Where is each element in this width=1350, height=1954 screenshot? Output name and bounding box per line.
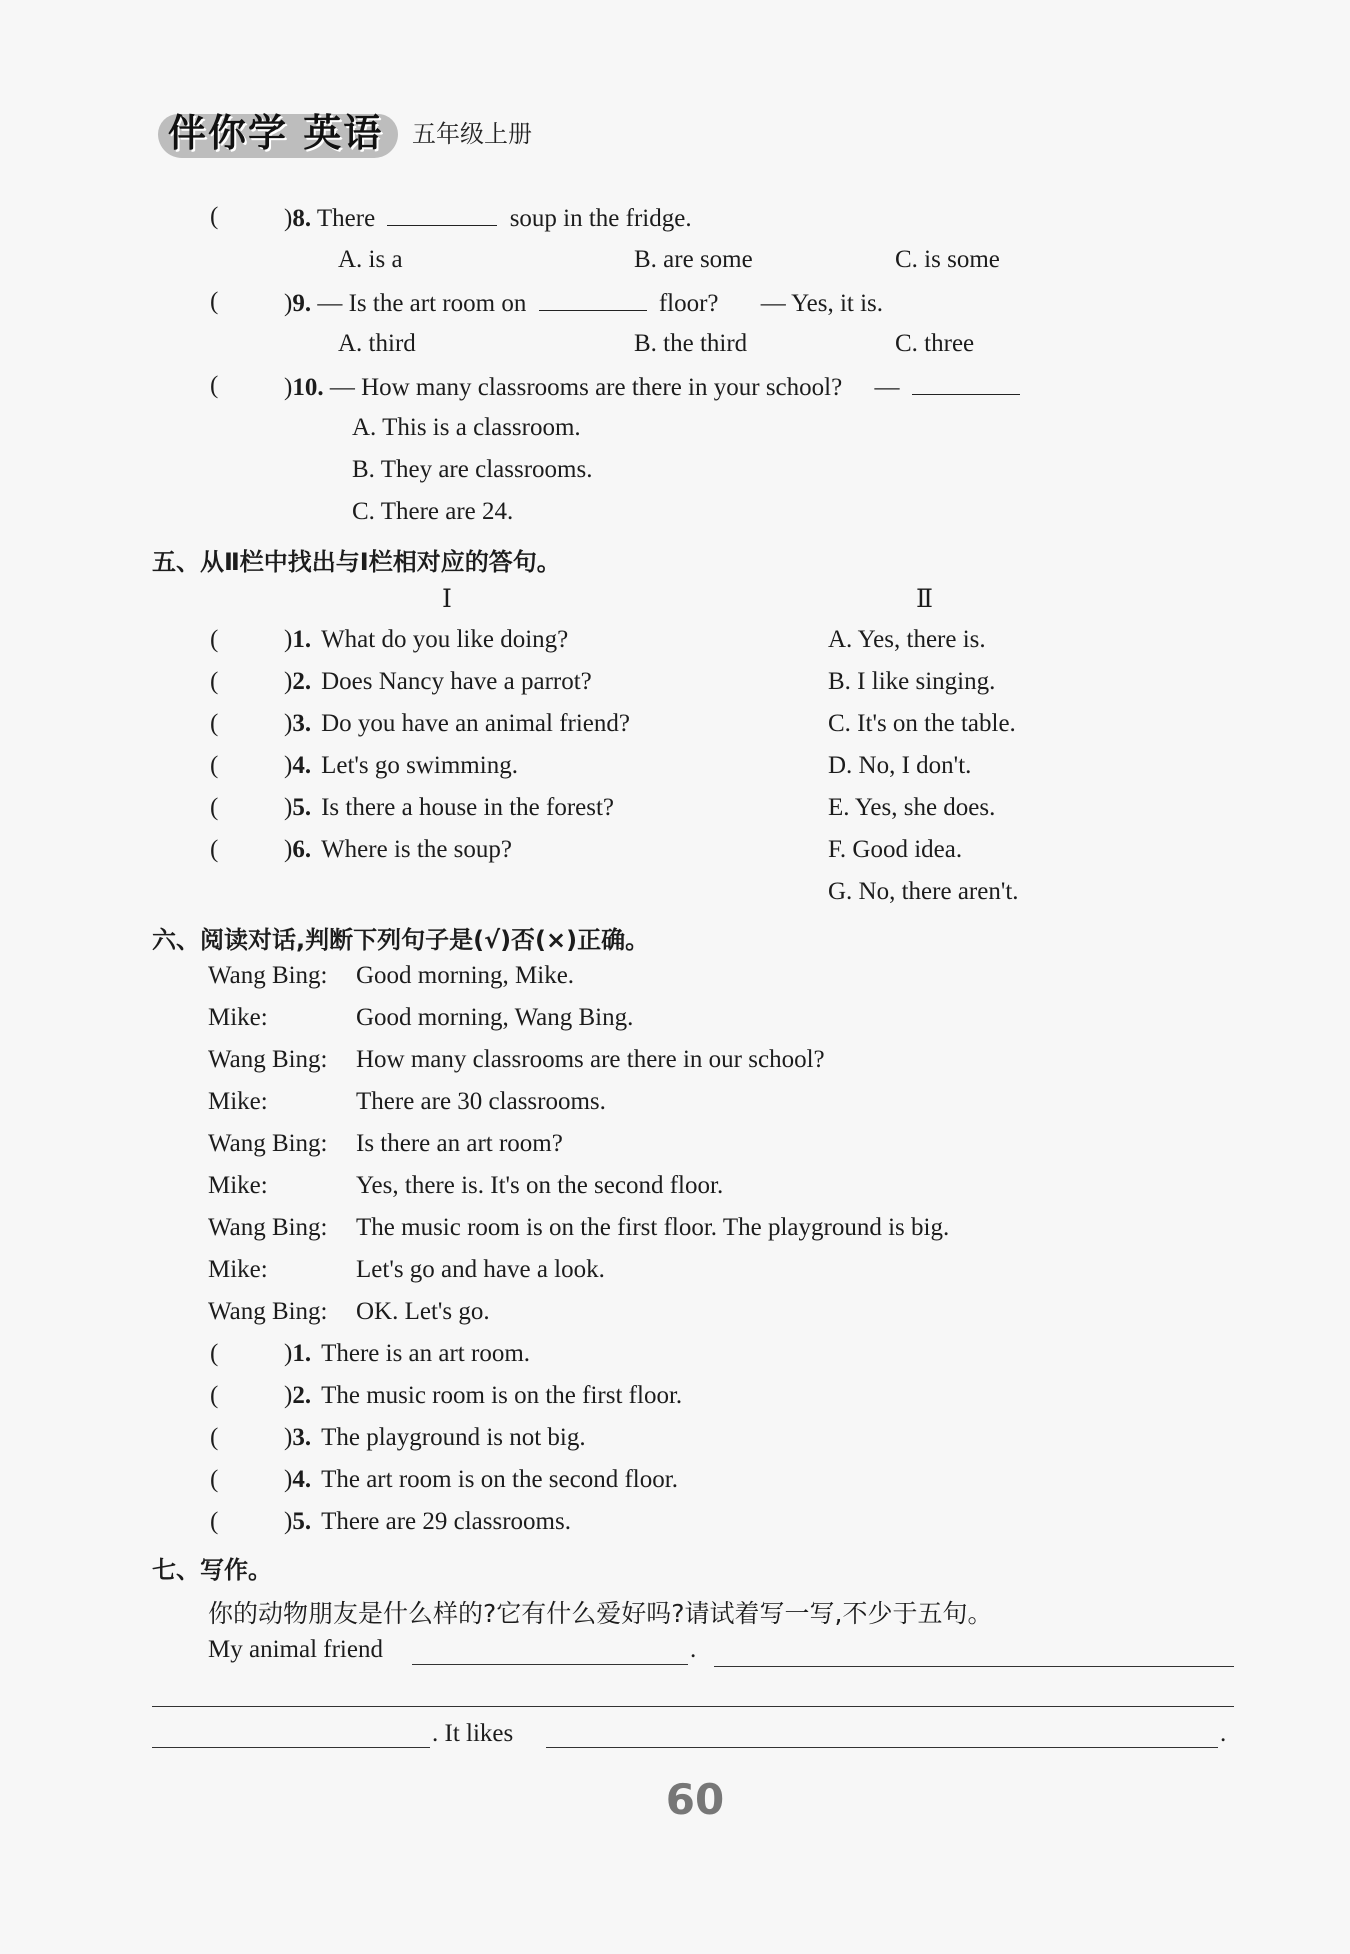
option-c: C. is some <box>895 246 1000 273</box>
answer-paren-close: ) <box>284 752 293 779</box>
item-text: The music room is on the first floor. <box>321 1382 683 1409</box>
question-number: 3. <box>292 710 312 737</box>
question-text: — How many classrooms are there in your school? <box>329 374 843 401</box>
answer-paren-close: ) <box>284 1340 293 1367</box>
answer-paren-open: ( <box>210 794 219 821</box>
writing-start: My animal friend <box>208 1636 383 1663</box>
item-text: There is an art room. <box>321 1340 531 1367</box>
question-text: Do you have an animal friend? <box>321 710 630 737</box>
dialogue-text: How many classrooms are there in our school? <box>356 1046 825 1073</box>
option-a: A. third <box>338 330 416 357</box>
match-question <box>284 752 518 780</box>
answer-paren-open: ( <box>210 372 219 399</box>
writing-end-period: . <box>1220 1720 1227 1747</box>
match-answer: F. Good idea. <box>828 836 963 863</box>
question-text: soup in the fridge. <box>509 205 692 232</box>
question-text: Where is the soup? <box>321 836 512 863</box>
judgement-item <box>284 1340 530 1368</box>
answer-paren-open: ( <box>210 1508 219 1535</box>
speaker-name: Wang Bing: <box>208 1046 328 1073</box>
book-logo: 伴你学 英语 <box>168 111 384 155</box>
column-ii-header: Ⅱ <box>916 586 933 613</box>
item-number: 1. <box>292 1340 312 1367</box>
dialogue-text: Let's go and have a look. <box>356 1256 605 1283</box>
dialogue-text: Good morning, Mike. <box>356 962 575 989</box>
answer-paren-open: ( <box>210 1466 219 1493</box>
item-number: 4. <box>292 1466 312 1493</box>
dialogue-line <box>208 1004 633 1032</box>
answer-blank[interactable] <box>387 203 497 226</box>
judgement-item <box>284 1382 682 1410</box>
match-answer: C. It's on the table. <box>828 710 1016 737</box>
question-text: Is there a house in the forest? <box>321 794 615 821</box>
answer-paren-open: ( <box>210 836 219 863</box>
answer-paren-close: ) <box>284 374 293 401</box>
question-text: floor? <box>658 290 719 317</box>
answer-paren-close: ) <box>284 626 293 653</box>
dialogue-line <box>208 962 574 990</box>
speaker-name: Mike: <box>208 1256 268 1283</box>
reply-dash: — <box>874 374 900 401</box>
judgement-item <box>284 1508 571 1536</box>
option-a: A. This is a classroom. <box>352 414 581 441</box>
answer-paren-open: ( <box>210 1424 219 1451</box>
answer-paren-close: ) <box>284 290 293 317</box>
writing-line[interactable] <box>152 1747 430 1748</box>
item-text: There are 29 classrooms. <box>321 1508 571 1535</box>
question-number: 10. <box>292 374 324 401</box>
dialogue-line <box>208 1088 606 1116</box>
answer-paren-open: ( <box>210 1382 219 1409</box>
section-5-title: 五、从Ⅱ栏中找出与Ⅰ栏相对应的答句。 <box>152 548 561 576</box>
answer-blank[interactable] <box>912 372 1020 395</box>
speaker-name: Wang Bing: <box>208 962 328 989</box>
option-b: B. They are classrooms. <box>352 456 593 483</box>
question-8 <box>284 203 692 233</box>
option-c: C. three <box>895 330 975 357</box>
dialogue-line <box>208 1172 723 1200</box>
dialogue-text: OK. Let's go. <box>356 1298 490 1325</box>
dialogue-text: Yes, there is. It's on the second floor. <box>356 1172 724 1199</box>
match-question <box>284 626 568 654</box>
answer-paren-open: ( <box>210 668 219 695</box>
dialogue-text: There are 30 classrooms. <box>356 1088 606 1115</box>
question-text: Let's go swimming. <box>321 752 518 779</box>
match-question <box>284 668 592 696</box>
writing-it-likes: . It likes <box>432 1720 514 1747</box>
answer-paren-open: ( <box>210 710 219 737</box>
option-b: B. are some <box>634 246 753 273</box>
writing-period: . <box>690 1636 697 1663</box>
speaker-name: Mike: <box>208 1088 268 1115</box>
page-header <box>150 100 650 170</box>
answer-paren-open: ( <box>210 752 219 779</box>
option-b: B. the third <box>634 330 748 357</box>
question-number: 6. <box>292 836 312 863</box>
dialogue-line <box>208 1298 490 1326</box>
dialogue-text: Is there an art room? <box>356 1130 563 1157</box>
item-number: 3. <box>292 1424 312 1451</box>
question-number: 1. <box>292 626 312 653</box>
dialogue-line <box>208 1130 563 1158</box>
speaker-name: Mike: <box>208 1172 268 1199</box>
question-number: 8. <box>292 205 312 232</box>
judgement-item <box>284 1424 586 1452</box>
question-number: 4. <box>292 752 312 779</box>
speaker-name: Wang Bing: <box>208 1298 328 1325</box>
answer-paren-close: ) <box>284 710 293 737</box>
answer-paren-close: ) <box>284 1466 293 1493</box>
answer-paren-open: ( <box>210 203 219 230</box>
dialogue-line <box>208 1046 825 1074</box>
dialogue-line <box>208 1214 949 1242</box>
writing-line[interactable] <box>714 1666 1234 1667</box>
question-number: 5. <box>292 794 312 821</box>
question-number: 9. <box>292 290 312 317</box>
match-answer: G. No, there aren't. <box>828 878 1019 905</box>
item-number: 5. <box>292 1508 312 1535</box>
question-text: There <box>316 205 376 232</box>
question-10 <box>284 372 1026 402</box>
section-6-title: 六、阅读对话,判断下列句子是(√)否(×)正确。 <box>152 926 650 954</box>
section-7-title: 七、写作。 <box>152 1556 272 1584</box>
answer-paren-close: ) <box>284 1382 293 1409</box>
answer-paren-close: ) <box>284 1508 293 1535</box>
writing-line[interactable] <box>412 1664 688 1665</box>
question-9 <box>284 288 883 318</box>
question-text: — Is the art room on <box>317 290 527 317</box>
reply-text: — Yes, it is. <box>760 290 884 317</box>
item-text: The art room is on the second floor. <box>321 1466 678 1493</box>
judgement-item <box>284 1466 678 1494</box>
option-c: C. There are 24. <box>352 498 514 525</box>
match-answer: B. I like singing. <box>828 668 996 695</box>
question-number: 2. <box>292 668 312 695</box>
match-question <box>284 710 630 738</box>
dialogue-text: The music room is on the first floor. The playground is big. <box>356 1214 950 1241</box>
dialogue-line <box>208 1256 605 1284</box>
match-question <box>284 836 512 864</box>
answer-paren-close: ) <box>284 794 293 821</box>
writing-line[interactable] <box>546 1747 1218 1748</box>
answer-paren-close: ) <box>284 205 293 232</box>
item-number: 2. <box>292 1382 312 1409</box>
question-text: Does Nancy have a parrot? <box>321 668 592 695</box>
answer-paren-close: ) <box>284 668 293 695</box>
page-number: 60 <box>665 1775 725 1824</box>
match-question <box>284 794 614 822</box>
match-answer: A. Yes, there is. <box>828 626 986 653</box>
column-i-header: Ⅰ <box>442 586 452 613</box>
item-text: The playground is not big. <box>321 1424 586 1451</box>
answer-paren-open: ( <box>210 288 219 315</box>
answer-paren-close: ) <box>284 836 293 863</box>
writing-line[interactable] <box>152 1706 1234 1707</box>
match-answer: D. No, I don't. <box>828 752 972 779</box>
answer-paren-close: ) <box>284 1424 293 1451</box>
writing-prompt: 你的动物朋友是什么样的?它有什么爱好吗?请试着写一写,不少于五句。 <box>208 1599 993 1628</box>
option-a: A. is a <box>338 246 403 273</box>
answer-paren-open: ( <box>210 1340 219 1367</box>
question-text: What do you like doing? <box>321 626 569 653</box>
speaker-name: Mike: <box>208 1004 268 1031</box>
answer-blank[interactable] <box>539 288 647 311</box>
answer-paren-open: ( <box>210 626 219 653</box>
speaker-name: Wang Bing: <box>208 1130 328 1157</box>
grade-label: 五年级上册 <box>412 120 532 148</box>
dialogue-text: Good morning, Wang Bing. <box>356 1004 634 1031</box>
match-answer: E. Yes, she does. <box>828 794 996 821</box>
speaker-name: Wang Bing: <box>208 1214 328 1241</box>
